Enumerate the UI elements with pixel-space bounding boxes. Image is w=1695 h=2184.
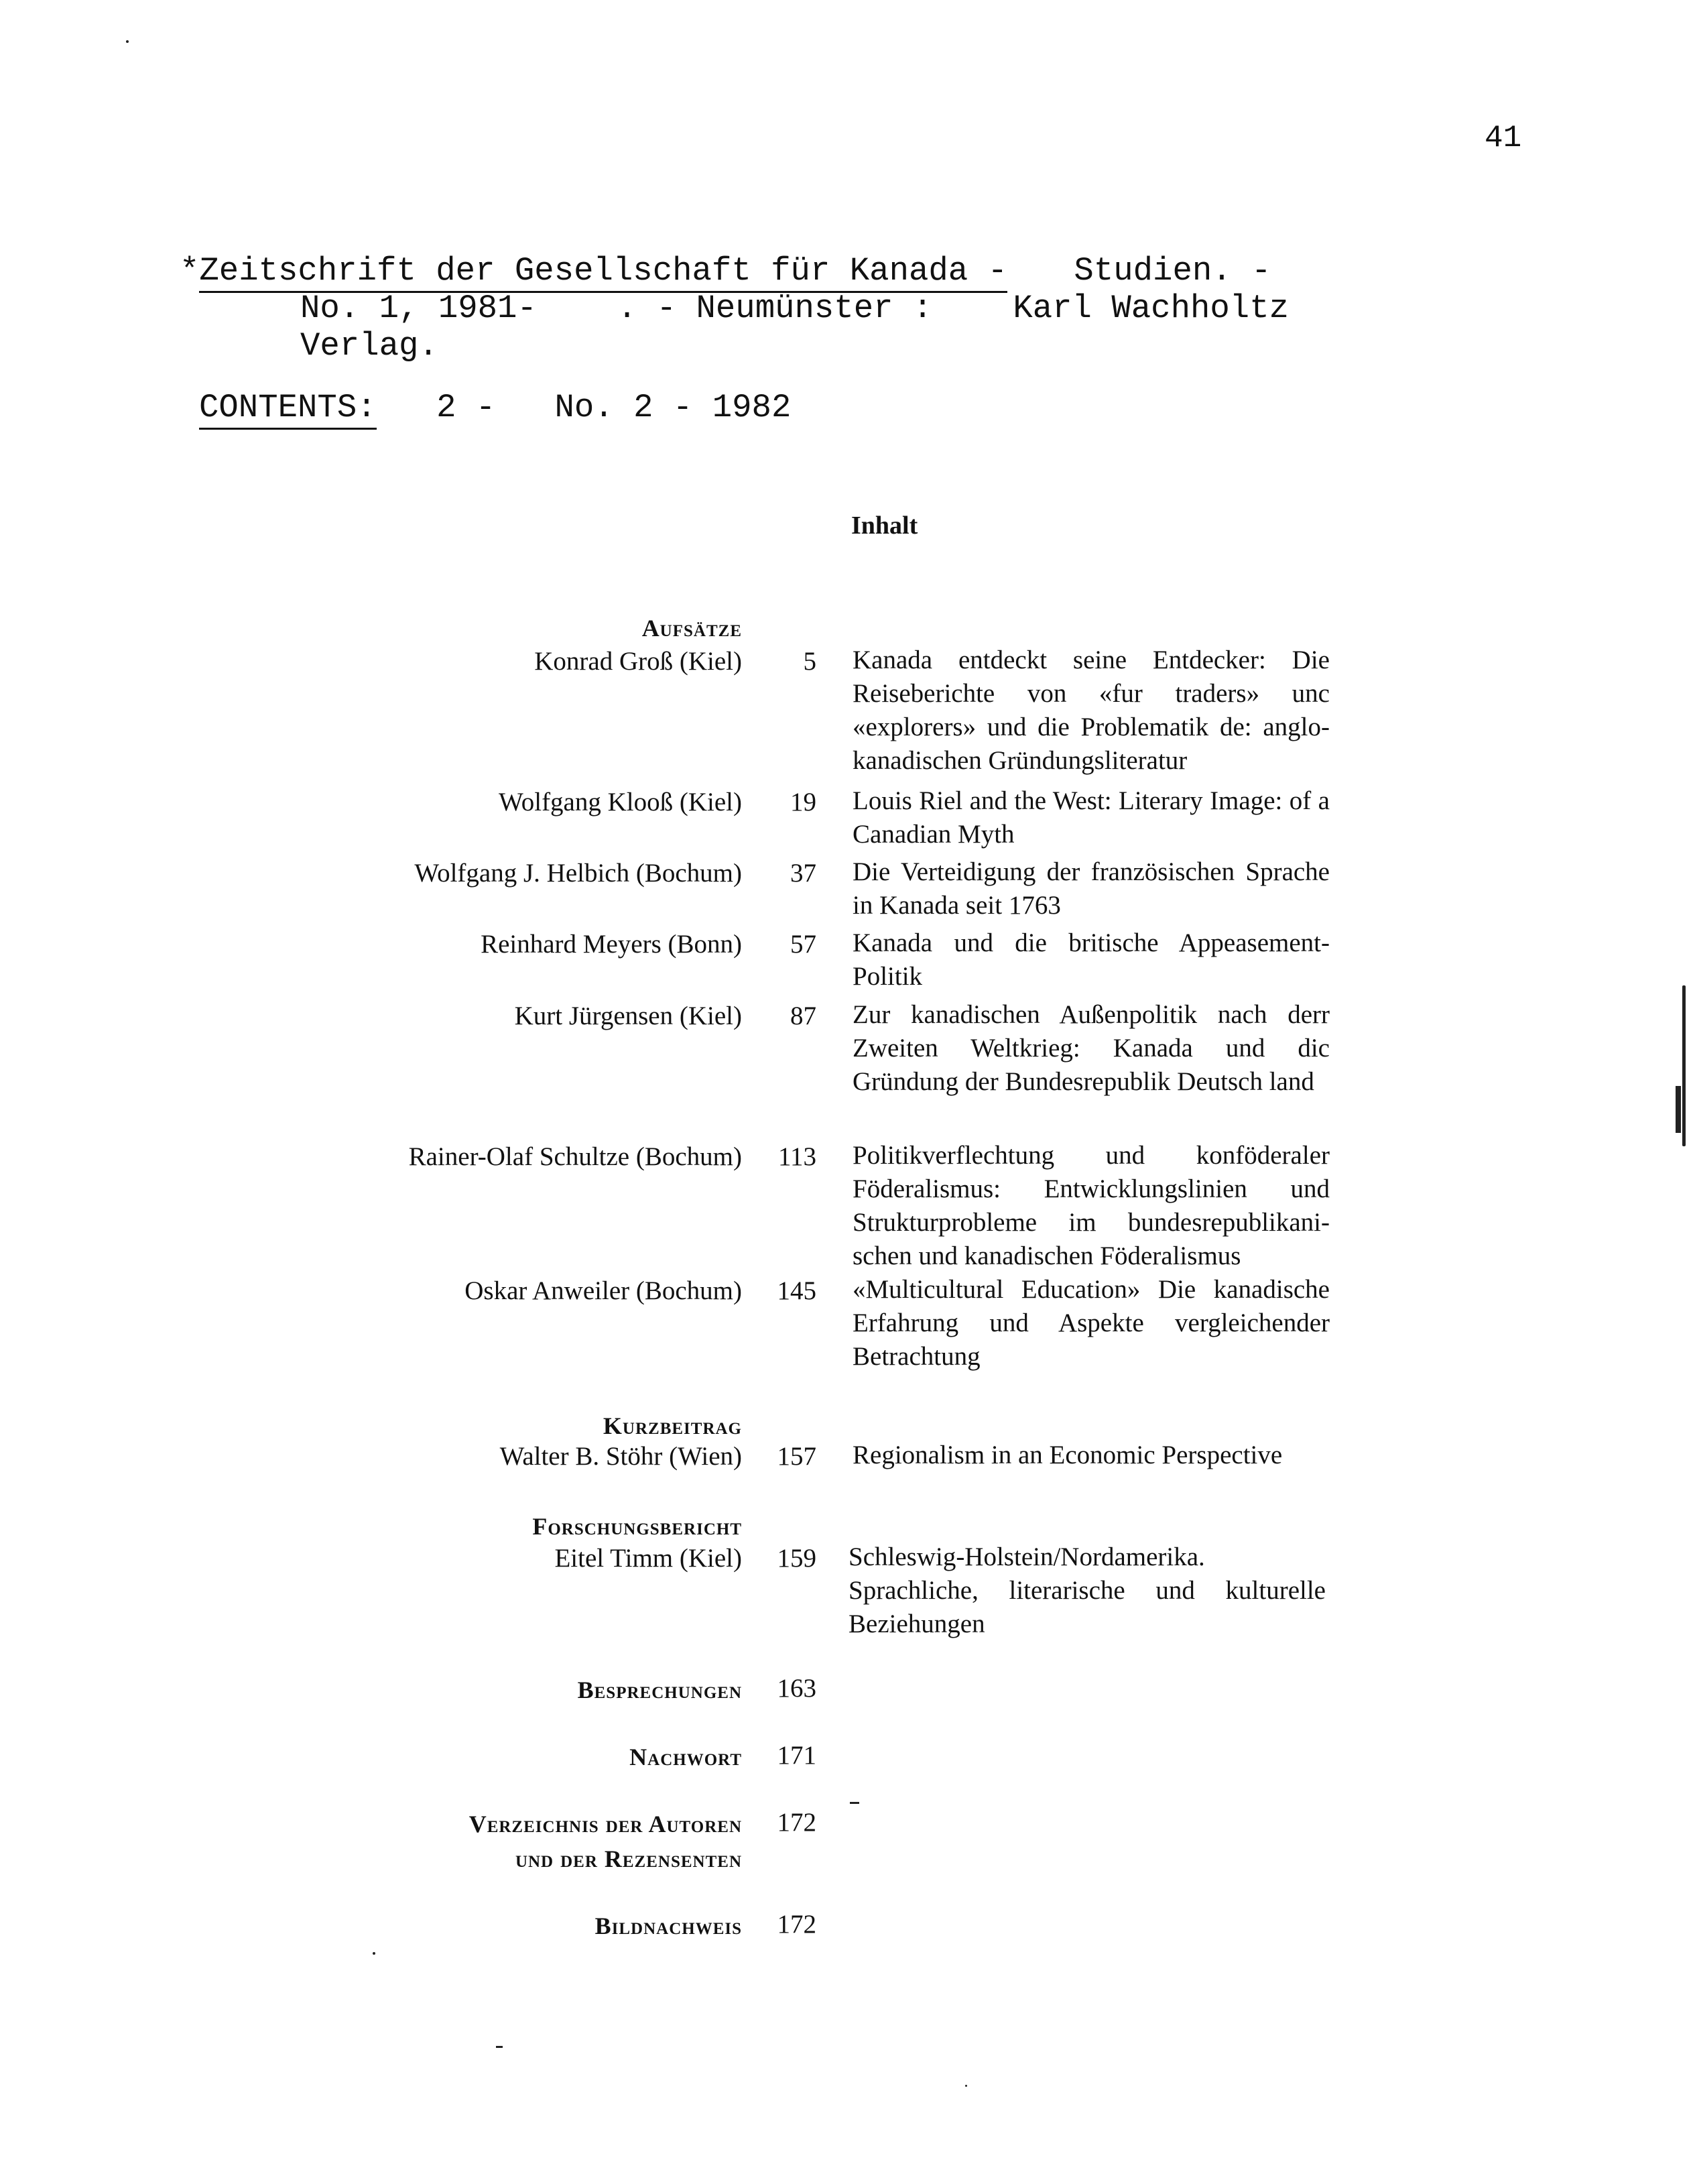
entry-author: Kurt Jürgensen (Kiel) bbox=[514, 1002, 742, 1030]
contents-issue: 2 - No. 2 - 1982 bbox=[436, 389, 792, 426]
section-aufsaetze: Aufsätze bbox=[641, 615, 742, 642]
entry-title: Zur kanadischen Außenpolitik nach derr Zweiten Weltkrieg: Kanada und dic Gründung der Bundesrepublik Deutsch land bbox=[853, 1000, 1330, 1096]
entry-title: «Multicultural Education» Die kanadische Erfahrung und Aspekte vergleichender Betrachtung bbox=[853, 1275, 1330, 1371]
entry-title: Kanada entdeckt seine Entdecker: Die Reiseberichte von «fur traders» unc «explorers» und die Problematik de: anglo-kanadischen Gründungsliteratur bbox=[853, 646, 1330, 775]
page-number: 41 bbox=[1485, 121, 1522, 156]
entry-page: 157 bbox=[777, 1442, 816, 1471]
entry-page: 19 bbox=[790, 788, 816, 816]
entry-author: Oskar Anweiler (Bochum) bbox=[464, 1276, 742, 1305]
scan-edge-mark bbox=[1682, 985, 1686, 1146]
contents-label: CONTENTS: bbox=[199, 389, 377, 430]
back-matter-label: Nachwort bbox=[629, 1744, 742, 1770]
entry-page: 57 bbox=[790, 930, 816, 959]
entry-title: Die Verteidigung der französischen Sprache in Kanada seit 1763 bbox=[853, 857, 1330, 920]
back-matter-page: 171 bbox=[777, 1741, 816, 1770]
entry-page: 87 bbox=[790, 1002, 816, 1030]
scan-speck bbox=[850, 1802, 859, 1804]
back-matter-page: 172 bbox=[777, 1808, 816, 1837]
entry-author: Rainer-Olaf Schultze (Bochum) bbox=[408, 1142, 742, 1171]
entry-author: Eitel Timm (Kiel) bbox=[554, 1544, 742, 1573]
back-matter-label: Besprechungen bbox=[577, 1677, 742, 1703]
entry-author: Wolfgang Klooß (Kiel) bbox=[499, 788, 742, 816]
entry-page: 37 bbox=[790, 859, 816, 888]
entry-page: 113 bbox=[777, 1142, 816, 1171]
scan-speck bbox=[373, 1952, 375, 1955]
entry-page: 5 bbox=[803, 647, 816, 676]
volume-start: No. 1, 1981- bbox=[300, 290, 537, 327]
scan-speck bbox=[965, 2085, 967, 2087]
journal-title-end: Studien. - bbox=[1074, 252, 1271, 290]
entry-title: Louis Riel and the West: Literary Image: of a Canadian Myth bbox=[853, 786, 1330, 849]
scan-speck bbox=[126, 40, 129, 43]
catalog-line-3: Verlag. bbox=[300, 327, 438, 365]
publisher: Karl Wachholtz bbox=[1013, 290, 1290, 327]
place: . - Neumünster : bbox=[617, 290, 933, 327]
author-column bbox=[0, 0, 742, 2184]
back-matter-label-continued: und der Rezensenten bbox=[515, 1845, 742, 1872]
back-matter-page: 163 bbox=[777, 1674, 816, 1703]
entry-title: Regionalism in an Economic Perspective bbox=[853, 1441, 1283, 1469]
asterisk: * bbox=[180, 252, 200, 290]
entry-author: Konrad Groß (Kiel) bbox=[534, 647, 742, 676]
section-forschungsbericht: Forschungsbericht bbox=[532, 1513, 742, 1540]
back-matter-page: 172 bbox=[777, 1910, 816, 1939]
back-matter-label: Bildnachweis bbox=[594, 1913, 742, 1939]
entry-page: 145 bbox=[777, 1276, 816, 1305]
entry-title: Schleswig-Holstein/Nordamerika. Sprachliche, literarische und kulturelle Beziehungen bbox=[849, 1542, 1326, 1638]
journal-title: Zeitschrift der Gesellschaft für Kanada - bbox=[199, 252, 1007, 293]
scan-speck bbox=[496, 2046, 503, 2048]
scan-edge-mark bbox=[1676, 1086, 1681, 1133]
inhalt-heading: Inhalt bbox=[851, 511, 918, 540]
entry-author: Reinhard Meyers (Bonn) bbox=[481, 930, 742, 959]
back-matter-label: Verzeichnis der Autoren bbox=[468, 1811, 742, 1837]
section-kurzbeitrag: Kurzbeitrag bbox=[603, 1412, 742, 1439]
entry-author: Wolfgang J. Helbich (Bochum) bbox=[414, 859, 742, 888]
entry-title: Kanada und die britische Appeasement-Politik bbox=[853, 928, 1330, 991]
entry-title: Politikverflechtung und konföderaler Föderalismus: Entwicklungslinien und Strukturprobleme im bundesrepublikani- schen und kanadischen Föderalismus bbox=[853, 1141, 1330, 1270]
entry-author: Walter B. Stöhr (Wien) bbox=[499, 1442, 742, 1471]
entry-page: 159 bbox=[777, 1544, 816, 1573]
